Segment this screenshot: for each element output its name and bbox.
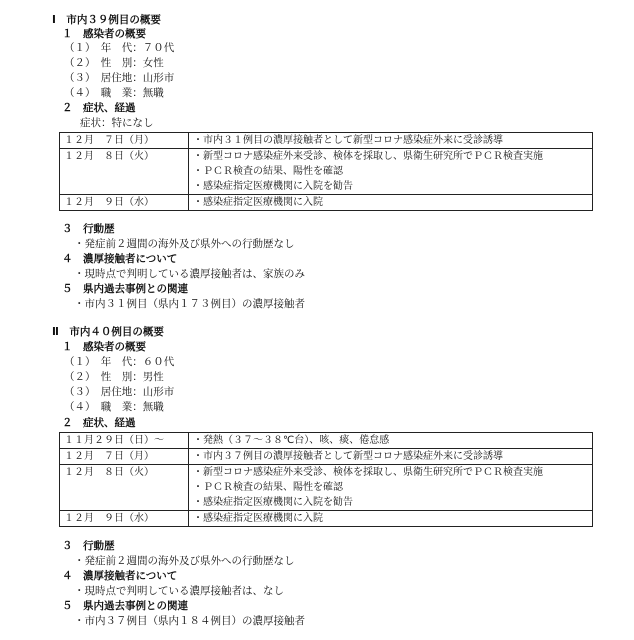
timeline-event: ・感染症指定医療機関に入院 xyxy=(189,195,593,211)
section2-activity-text: ・発症前２週間の海外及び県外への行動歴なし xyxy=(74,555,295,567)
timeline-row xyxy=(60,465,593,481)
section2-heading-contacts: ４ 濃厚接触者について xyxy=(62,570,178,582)
section2-relation-text: ・市内３７例目（県内１８４例目）の濃厚接触者 xyxy=(74,615,305,627)
section1-title: Ⅰ 市内３９例目の概要 xyxy=(52,14,161,26)
section2-age: （１） 年 代：６０代 xyxy=(64,356,175,368)
section1-activity-text: ・発症前２週間の海外及び県外への行動歴なし xyxy=(74,238,295,250)
timeline-date: １２月 ８日（火） xyxy=(60,149,189,165)
timeline-event: ・感染症指定医療機関に入院 xyxy=(189,511,593,527)
timeline-date: １２月 ７日（月） xyxy=(60,133,189,149)
section1-heading-course: ２ 症状、経過 xyxy=(62,102,136,114)
timeline-row xyxy=(60,511,593,527)
timeline-row xyxy=(60,495,593,511)
timeline-date xyxy=(60,495,189,511)
timeline-event: ・市内３１例目の濃厚接触者として新型コロナ感染症外来に受診誘導 xyxy=(189,133,593,149)
timeline-date: １２月 ９日（水） xyxy=(60,511,189,527)
section2-heading-course: ２ 症状、経過 xyxy=(62,417,136,429)
section2-heading-activity: ３ 行動歴 xyxy=(62,540,115,552)
timeline-event: ・ＰＣＲ検査の結果、陽性を確認 xyxy=(189,480,593,495)
timeline-row xyxy=(60,433,593,449)
section1-heading-contacts: ４ 濃厚接触者について xyxy=(62,253,178,265)
timeline-row xyxy=(60,149,593,165)
timeline-event: ・新型コロナ感染症外来受診、検体を採取し、県衛生研究所でＰＣＲ検査実施 xyxy=(189,149,593,165)
section1-contacts-text: ・現時点で判明している濃厚接触者は、家族のみ xyxy=(74,268,305,280)
timeline-row xyxy=(60,179,593,195)
section2-heading-relation: ５ 県内過去事例との関連 xyxy=(62,600,188,612)
section2-timeline-table xyxy=(59,432,593,527)
timeline-event: ・発熱（３７～３８℃台）、咳、痰、倦怠感 xyxy=(189,433,593,449)
section1-residence: （３） 居住地：山形市 xyxy=(64,72,175,84)
timeline-date: １２月 ８日（火） xyxy=(60,465,189,481)
section1-timeline-table xyxy=(59,132,593,211)
timeline-row xyxy=(60,164,593,179)
section1-sex: （２） 性 別：女性 xyxy=(64,57,164,69)
section2-heading-patient: １ 感染者の概要 xyxy=(62,341,146,353)
timeline-date xyxy=(60,179,189,195)
section1-relation-text: ・市内３１例目（県内１７３例目）の濃厚接触者 xyxy=(74,298,305,310)
timeline-row xyxy=(60,195,593,211)
timeline-date xyxy=(60,164,189,179)
section2-sex: （２） 性 別：男性 xyxy=(64,371,164,383)
timeline-event: ・感染症指定医療機関に入院を勧告 xyxy=(189,179,593,195)
section1-occupation: （４） 職 業：無職 xyxy=(64,87,164,99)
section1-heading-relation: ５ 県内過去事例との関連 xyxy=(62,283,188,295)
section2-contacts-text: ・現時点で判明している濃厚接触者は、なし xyxy=(74,585,284,597)
timeline-event: ・ＰＣＲ検査の結果、陽性を確認 xyxy=(189,164,593,179)
section2-residence: （３） 居住地：山形市 xyxy=(64,386,175,398)
section1-heading-activity: ３ 行動歴 xyxy=(62,223,115,235)
timeline-event: ・市内３７例目の濃厚接触者として新型コロナ感染症外来に受診誘導 xyxy=(189,449,593,465)
section1-heading-patient: １ 感染者の概要 xyxy=(62,28,146,40)
timeline-row xyxy=(60,133,593,149)
timeline-row xyxy=(60,480,593,495)
timeline-event: ・新型コロナ感染症外来受診、検体を採取し、県衛生研究所でＰＣＲ検査実施 xyxy=(189,465,593,481)
timeline-date xyxy=(60,480,189,495)
timeline-date: １２月 ９日（水） xyxy=(60,195,189,211)
timeline-event: ・感染症指定医療機関に入院を勧告 xyxy=(189,495,593,511)
section2-title: Ⅱ 市内４０例目の概要 xyxy=(52,326,164,338)
timeline-date: １１月２９日（日）～ xyxy=(60,433,189,449)
timeline-row xyxy=(60,449,593,465)
section2-occupation: （４） 職 業：無職 xyxy=(64,401,164,413)
timeline-date: １２月 ７日（月） xyxy=(60,449,189,465)
section1-symptom: 症状：特になし xyxy=(80,117,154,129)
section1-age: （１） 年 代：７０代 xyxy=(64,42,175,54)
